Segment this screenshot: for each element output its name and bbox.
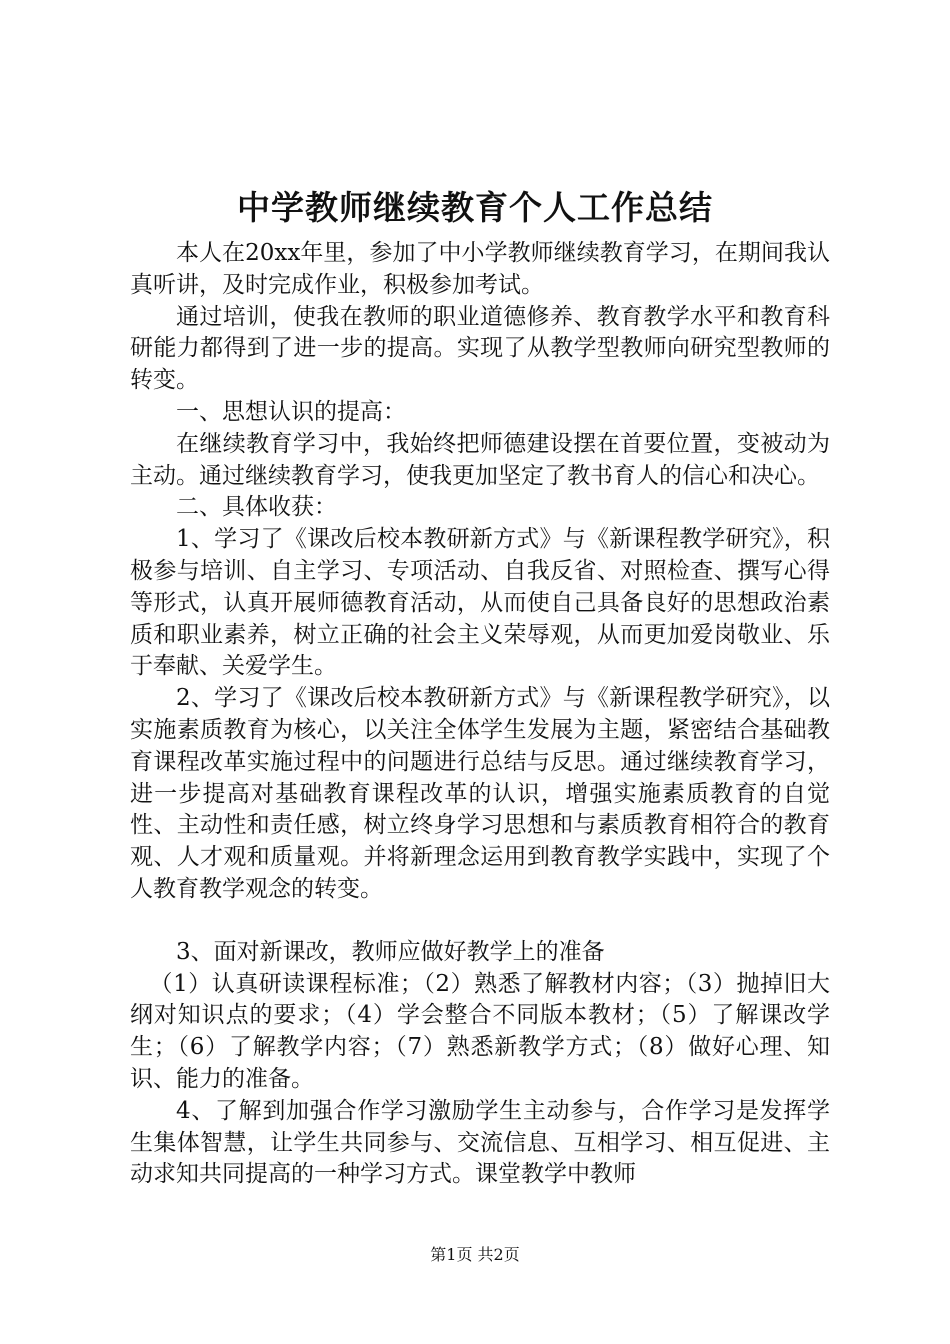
paragraph-training: 通过培训，使我在教师的职业道德修养、教育教学水平和教育科研能力都得到了进一步的提高。实现了从教学型教师向研究型教师的转变。 <box>130 303 830 394</box>
paragraph-gain-2: 2、学习了《课改后校本教研新方式》与《新课程教学研究》，以实施素质教育为核心，以关注全体学生发展为主题，紧密结合基础教育课程改革实施过程中的问题进行总结与反思。通过继续教育学习，进一步提高对基础教育课程改革的认识，增强实施素质教育的自觉性、主动性和责任感，树立终身学习思想和与素质教育相符合的教育观、人才观和质量观。并将新理念运用到教育教学实践中，实现了个人教育教学观念的转变。 <box>130 685 830 902</box>
document-body <box>130 238 830 1191</box>
paragraph-gain-4: 4、了解到加强合作学习激励学生主动参与，合作学习是发挥学生集体智慧，让学生共同参与、交流信息、互相学习、相互促进、主动求知共同提高的一种学习方式。课堂教学中教师 <box>130 1097 830 1188</box>
paragraph-ethics: 在继续教育学习中，我始终把师德建设摆在首要位置，变被动为主动。通过继续教育学习，使我更加坚定了教书育人的信心和决心。 <box>130 430 830 489</box>
paragraph-intro: 本人在20xx年里，参加了中小学教师继续教育学习，在期间我认真听讲，及时完成作业，积极参加考试。 <box>130 240 830 298</box>
page-number: 第1页 共2页 <box>430 1245 520 1264</box>
document-title: 中学教师继续教育个人工作总结 <box>237 188 713 227</box>
section-heading-thought: 一、思想认识的提高： <box>176 398 406 425</box>
section-heading-gains: 二、具体收获： <box>176 494 337 521</box>
paragraph-preparation-list: （1）认真研读课程标准；（2）熟悉了解教材内容；（3）抛掉旧大纲对知识点的要求；（4）学会整合不同版本教材；（5）了解课改学生；（6）了解教学内容；（7）熟悉新教学方式；（8）做好心理、知识、能力的准备。 <box>130 970 830 1092</box>
paragraph-gain-1: 1、学习了《课改后校本教研新方式》与《新课程教学研究》，积极参与培训、自主学习、专项活动、自我反省、对照检查、撰写心得等形式，认真开展师德教育活动，从而使自己具备良好的思想政治素质和职业素养，树立正确的社会主义荣辱观，从而更加爱岗敬业、乐于奉献、关爱学生。 <box>130 526 830 680</box>
paragraph-gain-3: 3、面对新课改，教师应做好教学上的准备 <box>176 938 605 965</box>
